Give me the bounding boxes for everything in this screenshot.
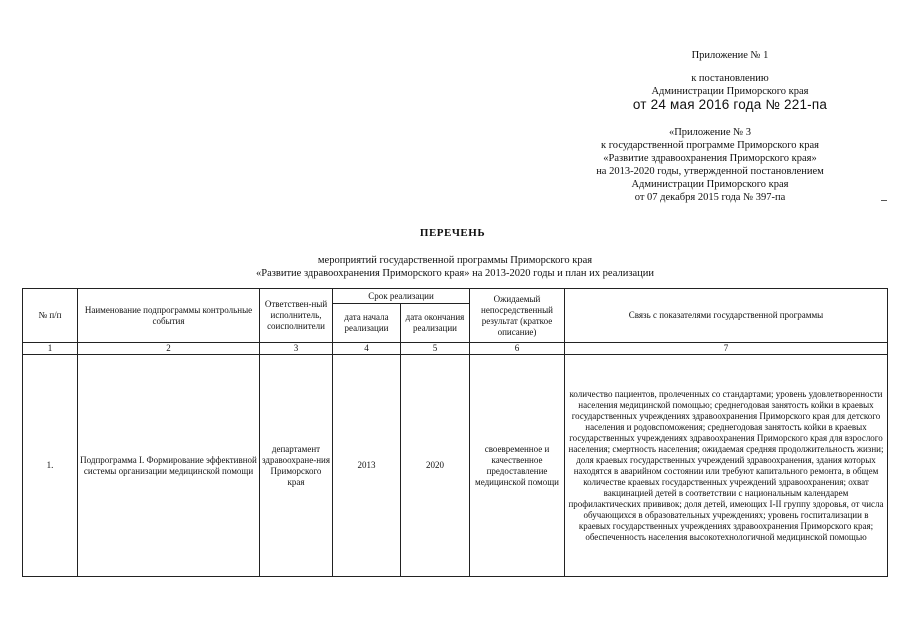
subtitle-line: мероприятий государственной программы Приморского края — [317, 255, 593, 266]
document-subtitle — [150, 254, 760, 280]
header-num: № п/п — [23, 289, 78, 343]
document-title: ПЕРЕЧЕНЬ — [419, 227, 486, 239]
header-start: дата начала реализации — [333, 304, 401, 343]
resolution-reference — [600, 72, 860, 98]
start-date: 2013 — [333, 355, 401, 577]
subprogram-name: Подпрограмма I. Формирование эффективной системы организации медицинской помощи — [78, 355, 260, 577]
resolution-line: к постановлению — [691, 73, 769, 84]
measures-table — [22, 288, 888, 577]
end-date: 2020 — [401, 355, 470, 577]
table-row — [23, 355, 888, 577]
program-indicators: количество пациентов, пролеченных со стандартами; уровень удовлетворенности населения медицинской помощью; среднегодовая занятость койки в краевых государственных учреждениях здравоохранения Приморского края для детского населения и родовспоможения; среднегодовая занятость койки в краевых государственных учреждениях здравоохранения Приморского края для взрослого населения; смертность населения; ожидаемая средняя продолжительность жизни; доля краевых государственных учреждений здравоохранения, здания которых находятся в аварийном состоянии или требуют капитального ремонта, в общем количестве краевых государственных учреждений здравоохранения; охват вакцинацией детей в соответствии с национальным календарем профилактических прививок; доля детей, имеющих I-II группу здоровья, от числа обучающихся в образовательных учреждениях; уровень госпитализации в краевых государственных учреждениях здравоохранения Приморского края; обеспеченность населения высокотехнологичной медицинской помощью — [565, 355, 888, 577]
appendix3-reference — [560, 126, 860, 204]
row-number: 1. — [23, 355, 78, 577]
column-number: 2 — [78, 343, 260, 355]
header-end: дата окончания реализации — [401, 304, 470, 343]
column-number: 4 — [333, 343, 401, 355]
appendix3-line: на 2013-2020 годы, утвержденной постановлением — [596, 166, 824, 177]
appendix3-line: от 07 декабря 2015 года № 397-па — [634, 192, 786, 203]
column-number: 3 — [260, 343, 333, 355]
margin-mark — [881, 200, 887, 201]
column-number: 1 — [23, 343, 78, 355]
header-links: Связь с показателями государственной программы — [565, 289, 888, 343]
subtitle-line: «Развитие здравоохранения Приморского края» на 2013-2020 годы и план их реализации — [255, 268, 654, 279]
column-number: 7 — [565, 343, 888, 355]
responsible-executor: департамент здравоохране-ния Приморского края — [260, 355, 333, 577]
resolution-line: Администрации Приморского края — [651, 86, 809, 97]
column-number: 6 — [470, 343, 565, 355]
header-name: Наименование подпрограммы контрольные события — [78, 289, 260, 343]
appendix3-line: «Приложение № 3 — [668, 127, 752, 138]
appendix3-line: Администрации Приморского края — [631, 179, 789, 190]
column-number: 5 — [401, 343, 470, 355]
appendix3-line: «Развитие здравоохранения Приморского края» — [603, 153, 817, 164]
appendix-number: Приложение № 1 — [691, 50, 769, 61]
header-result: Ожидаемый непосредственный результат (краткое описание) — [470, 289, 565, 343]
appendix3-line: к государственной программе Приморского края — [601, 140, 819, 151]
expected-result: своевременное и качественное предоставление медицинской помощи — [470, 355, 565, 577]
header-responsible: Ответствен-ный исполнитель, соисполнители — [260, 289, 333, 343]
resolution-date: от 24 мая 2016 года № 221-па — [632, 97, 828, 112]
header-term: Срок реализации — [333, 289, 470, 304]
